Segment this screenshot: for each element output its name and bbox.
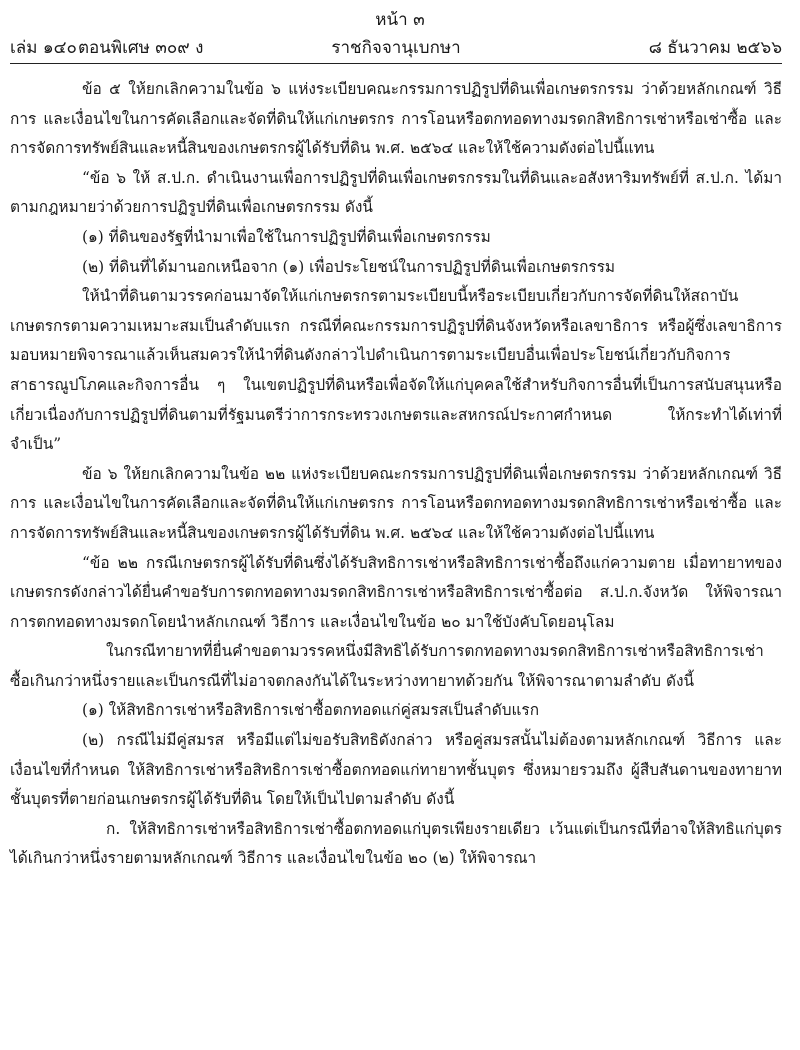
page-number: หน้า ๓ (375, 10, 425, 30)
paragraph-clause-22-amended: “ข้อ ๒๒ กรณีเกษตรกรผู้ได้รับที่ดินซึ่งได้รับสิทธิการเช่าหรือสิทธิการเช่าซื้อถึงแก่ความตาย เมื่อทายาทของเกษตรกรดังกล่าวได้ยื่นคำขอรับการตกทอดทางมรดกสิทธิการเช่าหรือสิทธิการเช่าซื้อต่อ ส.ป.ก.จังหวัด ให้พิจารณาการตกทอดทางมรดกโดยนำหลักเกณฑ์ วิธีการ และเงื่อนไขในข้อ ๒๐ มาใช้บังคับโดยอนุโลม (10, 553, 782, 631)
paragraph-land-allocation: ให้นำที่ดินตามวรรคก่อนมาจัดให้แก่เกษตรกรตามระเบียบนี้หรือระเบียบเกี่ยวกับการจัดที่ดินให้สถาบันเกษตรกรตามความเหมาะสมเป็นลำดับแรก กรณีที่คณะกรรมการปฏิรูปที่ดินจังหวัดหรือเลขาธิการ หรือผู้ซึ่งเลขาธิการมอบหมายพิจารณาแล้วเห็นสมควรให้นำที่ดินดังกล่าวไปดำเนินการตามระเบียบอื่นเพื่อประโยชน์เกี่ยวกับกิจการสาธารณูปโภคและกิจการอื่น ๆ ในเขตปฏิรูปที่ดินหรือเพื่อจัดให้แก่บุคคลใช้สำหรับกิจการอื่นที่เป็นการสนับสนุนหรือเกี่ยวเนื่องกับการปฏิรูปที่ดินตามที่รัฐมนตรีว่าการกระทรวงเกษตรและสหกรณ์ประกาศกำหนด ให้กระทำได้เท่าที่จำเป็น” (10, 287, 782, 454)
gazette-header (10, 34, 782, 60)
paragraph-clause-5: ข้อ ๕ ให้ยกเลิกความในข้อ ๖ แห่งระเบียบคณะกรรมการปฏิรูปที่ดินเพื่อเกษตรกรรม ว่าด้วยหลักเกณฑ์ วิธีการ และเงื่อนไขในการคัดเลือกและจัดที่ดินให้แก่เกษตรกร การโอนหรือตกทอดทางมรดกสิทธิการเช่าหรือเช่าซื้อ และการจัดการทรัพย์สินและหนี้สินของเกษตรกรผู้ได้รับที่ดิน พ.ศ. ๒๕๖๔ และให้ใช้ความดังต่อไปนี้แทน (10, 80, 782, 158)
document-body (10, 75, 782, 874)
list-item-single-child: ก. ให้สิทธิการเช่าหรือสิทธิการเช่าซื้อตกทอดแก่บุตรเพียงรายเดียว เว้นแต่เป็นกรณีที่อาจให้สิทธิแก่บุตรได้เกินกว่าหนึ่งรายตามหลักเกณฑ์ วิธีการ และเงื่อนไขในข้อ ๒๐ (๒) ให้พิจารณา (10, 819, 782, 868)
gazette-name: ราชกิจจานุเบกษา (331, 38, 461, 58)
list-item-spouse: (๑) ให้สิทธิการเช่าหรือสิทธิการเช่าซื้อตกทอดแก่คู่สมรสเป็นลำดับแรก (82, 701, 540, 720)
paragraph-multiple-heirs: ในกรณีทายาทที่ยื่นคำขอตามวรรคหนึ่งมีสิทธิได้รับการตกทอดทางมรดกสิทธิการเช่าหรือสิทธิการเช่าซื้อเกินกว่าหนึ่งรายและเป็นกรณีที่ไม่อาจตกลงกันได้ในระหว่างทายาทด้วยกัน ให้พิจารณาตามลำดับ ดังนี้ (10, 642, 764, 690)
paragraph-clause-6-amended: “ข้อ ๖ ให้ ส.ป.ก. ดำเนินงานเพื่อการปฏิรูปที่ดินเพื่อเกษตรกรรมในที่ดินและอสังหาริมทรัพย์ที่ ส.ป.ก. ได้มาตามกฎหมายว่าด้วยการปฏิรูปที่ดินเพื่อเกษตรกรรม ดังนี้ (10, 168, 782, 217)
paragraph-clause-6: ข้อ ๖ ให้ยกเลิกความในข้อ ๒๒ แห่งระเบียบคณะกรรมการปฏิรูปที่ดินเพื่อเกษตรกรรม ว่าด้วยหลักเกณฑ์ วิธีการ และเงื่อนไขในการคัดเลือกและจัดที่ดินให้แก่เกษตรกร การโอนหรือตกทอดทางมรดกสิทธิการเช่าหรือเช่าซื้อ และการจัดการทรัพย์สินและหนี้สินของเกษตรกรผู้ได้รับที่ดิน พ.ศ. ๒๕๖๔ และให้ใช้ความดังต่อไปนี้แทน (10, 464, 782, 542)
volume-number: เล่ม ๑๔๐ (10, 38, 77, 58)
header-divider (10, 63, 782, 64)
special-section-number: ตอนพิเศษ ๓๐๙ ง (78, 38, 204, 58)
publication-date: ๘ ธันวาคม ๒๕๖๖ (648, 38, 782, 58)
list-item-2: (๒) ที่ดินที่ได้มานอกเหนือจาก (๑) เพื่อประโยชน์ในการปฏิรูปที่ดินเพื่อเกษตรกรรม (82, 257, 616, 276)
list-item-1: (๑) ที่ดินของรัฐที่นำมาเพื่อใช้ในการปฏิรูปที่ดินเพื่อเกษตรกรรม (82, 227, 491, 246)
list-item-children: (๒) กรณีไม่มีคู่สมรส หรือมีแต่ไม่ขอรับสิทธิดังกล่าว หรือคู่สมรสนั้นไม่ต้องตามหลักเกณฑ์ วิธีการ และเงื่อนไขที่กำหนด ให้สิทธิการเช่าหรือสิทธิการเช่าซื้อตกทอดแก่ทายาทชั้นบุตร ซึ่งหมายรวมถึง ผู้สืบสันดานของทายาทชั้นบุตรที่ตายก่อนเกษตรกรผู้ได้รับที่ดิน โดยให้เป็นไปตามลำดับ ดังนี้ (10, 731, 782, 809)
